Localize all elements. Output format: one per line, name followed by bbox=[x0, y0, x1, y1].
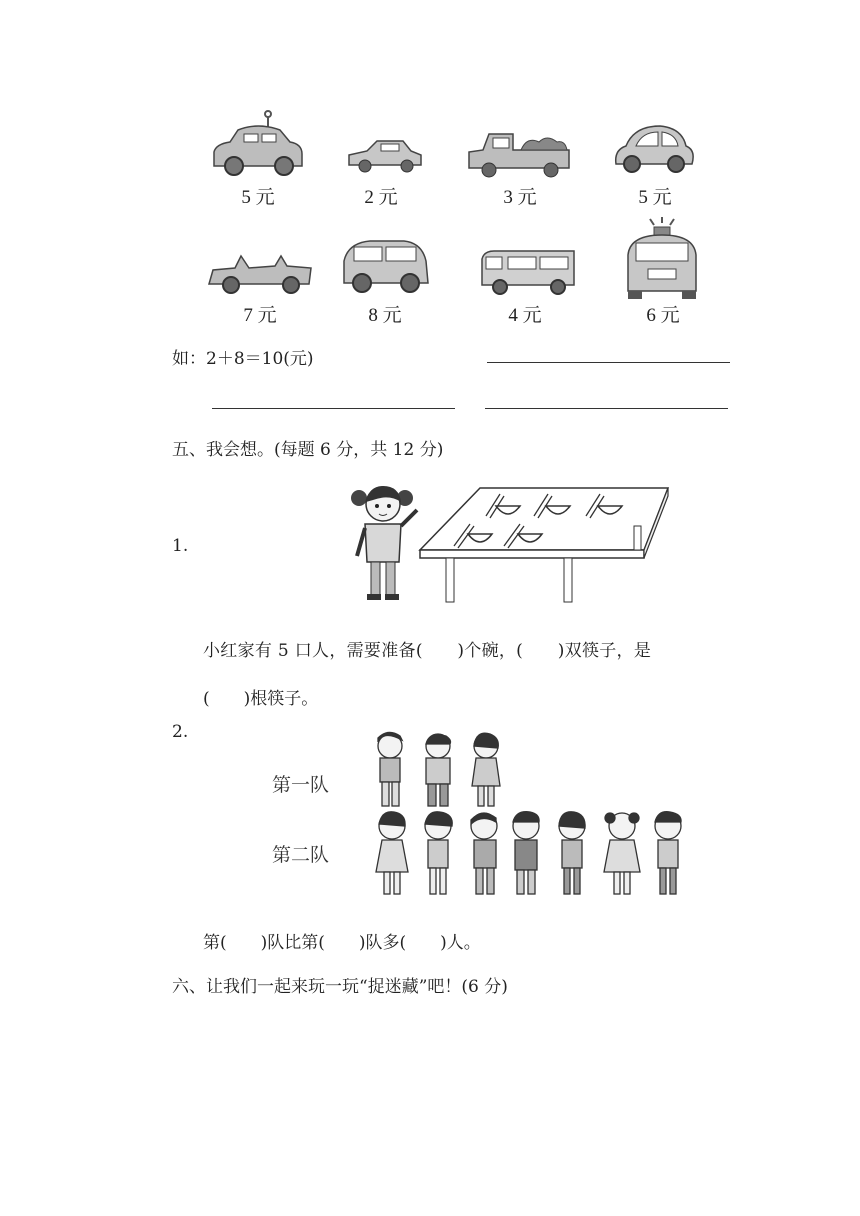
section-6-title: 六、让我们一起来玩一玩“捉迷藏”吧！(6 分) bbox=[172, 977, 508, 997]
classic-car-icon bbox=[345, 135, 425, 175]
team-2-kids-icon bbox=[370, 808, 690, 902]
answer-line[interactable] bbox=[487, 362, 730, 363]
answer-line[interactable] bbox=[212, 408, 455, 409]
van-icon bbox=[478, 245, 578, 297]
car-price: 2 元 bbox=[364, 187, 398, 208]
team-1-kids-icon bbox=[368, 730, 518, 814]
question-1-text-line1: 小红家有 5 口人，需要准备( )个碗，( )双筷子，是 bbox=[203, 641, 652, 661]
question-2-number: 2. bbox=[172, 722, 189, 742]
team-2-label: 第二队 bbox=[272, 844, 330, 866]
section-5-title: 五、我会想。(每题 6 分，共 12 分) bbox=[172, 440, 444, 460]
car-price: 4 元 bbox=[508, 305, 542, 326]
beetle-car-icon bbox=[612, 120, 696, 178]
team-1-label: 第一队 bbox=[272, 774, 330, 796]
answer-line[interactable] bbox=[485, 408, 728, 409]
question-2-text: 第( )队比第( )队多( )人。 bbox=[203, 933, 481, 953]
sedan-car-icon bbox=[340, 235, 432, 297]
car-price: 3 元 bbox=[503, 187, 537, 208]
question-1-number: 1. bbox=[172, 536, 189, 556]
car-price: 5 元 bbox=[241, 187, 275, 208]
car-price: 6 元 bbox=[646, 305, 680, 326]
car-price: 8 元 bbox=[368, 305, 402, 326]
toy-car-icon bbox=[210, 108, 306, 180]
table-bowls-icon bbox=[418, 486, 670, 604]
car-price: 5 元 bbox=[638, 187, 672, 208]
example-text: 如：2＋8＝10(元) bbox=[172, 349, 314, 369]
convertible-car-icon bbox=[205, 248, 315, 296]
question-1-text-line2: ( )根筷子。 bbox=[203, 689, 319, 709]
police-car-icon bbox=[622, 215, 702, 303]
car-price: 7 元 bbox=[243, 305, 277, 326]
girl-icon bbox=[345, 480, 425, 606]
pickup-truck-icon bbox=[465, 128, 575, 180]
